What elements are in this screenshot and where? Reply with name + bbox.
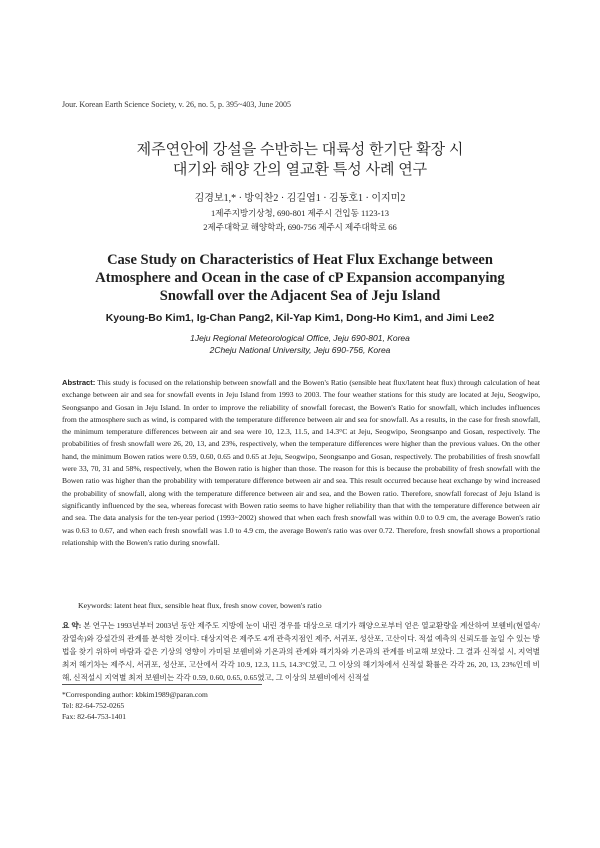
abstract-label: Abstract:: [62, 378, 96, 387]
korean-authors: 김경보1,* · 방익찬2 · 김길엽1 · 김동호1 · 이지미2: [194, 193, 406, 204]
footnote-divider: [62, 684, 262, 685]
footnotes: [62, 689, 208, 722]
english-affiliation-2: 2Cheju National University, Jeju 690-756, Korea: [209, 345, 391, 355]
footnote-tel: Tel: 82-64-752-0265: [62, 701, 125, 710]
korean-title-line-1: 제주연안에 강설을 수반하는 대륙성 한기단 확장 시: [136, 142, 464, 158]
english-title-line-3: Snowfall over the Adjacent Sea of Jeju Island: [159, 288, 441, 304]
korean-abstract: [62, 619, 540, 684]
footnote-fax: Fax: 82-64-753-1401: [62, 712, 126, 721]
korean-title-line-2: 대기와 해양 간의 열교환 특성 사례 연구: [172, 162, 428, 178]
english-title-line-1: Case Study on Characteristics of Heat Flux Exchange between: [107, 252, 493, 268]
korean-affiliation-2: 2제주대학교 해양학과, 690-756 제주시 제주대학로 66: [203, 222, 397, 232]
english-title-line-2: Atmosphere and Ocean in the case of cP Expansion accompanying: [95, 270, 505, 286]
abstract-text: This study is focused on the relationship between snowfall and the Bowen's Ratio (sensible heat flux/latent heat flux) through calculation of heat exchange between air and sea for snowfall events in Jeju Island from 1993 to 2003. The four weather stations for this study are located at Jeju, Seogwipo, Seongsanpo and Gosan in Jeju Island. In order to improve the reliability of snowfall forecast, the Bowen's Ratio for snowfall, which includes influences from the atmosphere such as wind, is compared with the temperature difference between air and sea for snowfall. As a results, in the case for fresh snowfall, the minimum temperature differences between air and sea were 10, 12.3, 11.5, and 14.3°C at Jeju, Seogwipo, Seongsanpo and Gosan, respectively. The probabilities of fresh snowfall were 26, 20, 13, and 23%, respectively, when the temperature differences were higher than the previous values. On the other hand, the minimum Bowen ratios were 0.59, 0.60, 0.65 and 0.65 at Jeju, Seogwipo, Seongsanpo and Gosan, respectively. The probabilities of fresh snowfall were 33, 70, 31 and 58%, respectively, when the Bowen ratio is higher than those. The reason for this is because the probability of fresh snowfall with the Bowen ratio was higher than the probability with temperature difference between air and sea. This result occurred because heat exchange by wind increased the probability of snowfall, along with the temperature difference between air and sea, and the Bowen ratio. Therefore, snowfall forecast of Jeju Island is significantly influenced by the sea, whereas forecast with Bowen ratio seems to have higher reliability than that with the temperature difference between air and sea. The data analysis for the ten-year period (1993~2002) showed that when each fresh snowfall was within 0.0 to 0.9 cm, the average Bowen's ratio was 0.63 to 0.67, and when each fresh snowfall was 1.0 to 4.9 cm, the average Bowen's ratio was over 0.72. Therefore, fresh snowfall shows a proportional relationship with the Bowen's ratio during snowfall.: [62, 378, 540, 547]
korean-abstract-text: 본 연구는 1993년부터 2003년 동안 제주도 지방에 눈이 내린 경우를 대상으로 대기가 해양으로부터 얻은 열교환량을 계산하여 보웬비(현열속/잠열속)와 강설간의 관계를 분석한 것이다. 대상지역은 제주도 4개 관측지점인 제주, 서귀포, 성산포, 고산이다. 적설 예측의 신뢰도를 높일 수 있는 방법을 찾기 위하여 바람과 같은 기상의 영향이 가미된 보웬비와 기온과의 관계와 해기차와 기온과의 관계를 비교해 보았다. 그 결과 신적설 시, 지역별 최저 해기차는 제주시, 서귀포, 성산포, 고산에서 각각 10.9, 12.3, 11.5, 14.3°C였고, 그 이상의 해기차에서 신적설 확률은 각각 26, 20, 13, 23%인데 비해, 신적설시 지역별 최저 보웬비는 각각 0.59, 0.60, 0.65, 0.65였고, 그 이상의 보웬비에서 신적설: [62, 621, 540, 682]
abstract: [62, 377, 540, 549]
korean-abstract-label: 요 약:: [62, 621, 82, 630]
journal-citation: Jour. Korean Earth Science Society, v. 26, no. 5, p. 395~403, June 2005: [62, 100, 292, 109]
keywords: Keywords: latent heat flux, sensible heat flux, fresh snow cover, bowen's ratio: [78, 601, 322, 610]
korean-affiliation-1: 1제주지방기상청, 690-801 제주시 건입동 1123-13: [211, 208, 389, 218]
footnote-corresponding-author: *Corresponding author: kbkim1989@paran.com: [62, 690, 208, 699]
english-affiliation-1: 1Jeju Regional Meteorological Office, Jeju 690-801, Korea: [190, 333, 410, 343]
english-authors: Kyoung-Bo Kim1, Ig-Chan Pang2, Kil-Yap Kim1, Dong-Ho Kim1, and Jimi Lee2: [105, 312, 495, 324]
